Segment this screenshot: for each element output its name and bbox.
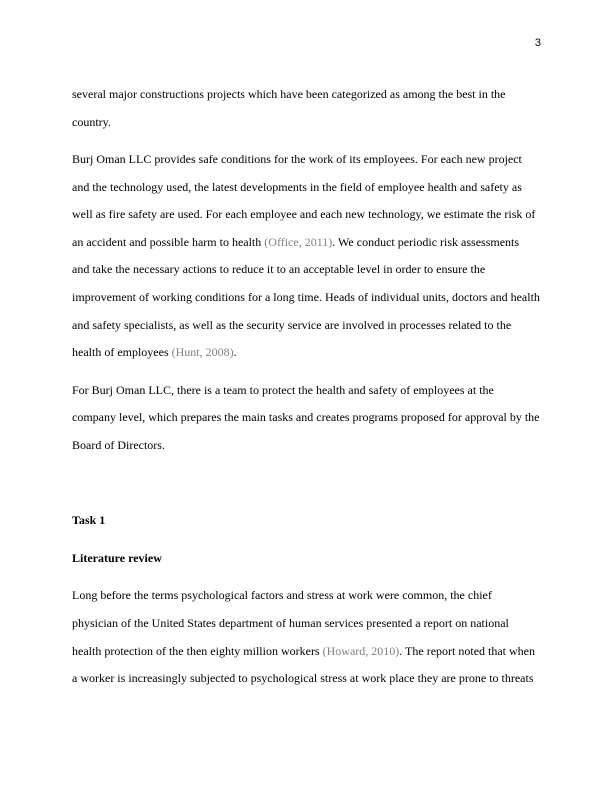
paragraph-line: physician of the United States department of human services presented a report on national	[72, 616, 509, 630]
paragraph-line: For Burj Oman LLC, there is a team to protect the health and safety of employees at the	[72, 383, 494, 397]
citation: (Howard, 2010)	[322, 644, 400, 658]
paragraph-line: Long before the terms psychological factors and stress at work were common, the chief	[72, 588, 492, 602]
paragraph-line	[72, 235, 519, 249]
line-text: .	[233, 345, 237, 359]
line-text: an accident and possible harm to health	[72, 235, 265, 249]
line-text: . The report noted that when	[399, 644, 536, 658]
page-number: 3	[534, 37, 541, 49]
paragraph-line: and safety specialists, as well as the security service are involved in processes related to the	[72, 318, 512, 332]
paragraph-line: improvement of working conditions for a long time. Heads of individual units, doctors and health	[72, 290, 540, 304]
section-heading: Task 1	[72, 513, 106, 527]
citation: (Office, 2011)	[264, 235, 333, 249]
line-text: . We conduct periodic risk assessments	[332, 235, 520, 249]
paragraph-line: a worker is increasingly subjected to psychological stress at work place they are prone to threats	[72, 671, 534, 685]
line-text: health protection of the then eighty million workers	[72, 644, 323, 658]
paragraph-line: and take the necessary actions to reduce it to an acceptable level in order to ensure the	[72, 262, 486, 276]
paragraph-line	[72, 644, 535, 658]
subsection-heading: Literature review	[72, 551, 162, 565]
paragraph-line	[72, 345, 237, 359]
paragraph-line: several major constructions projects which have been categorized as among the best in the	[72, 87, 506, 101]
paragraph-line: and the technology used, the latest developments in the field of employee health and safety as	[72, 180, 522, 194]
paragraph-line: country.	[72, 115, 111, 129]
paragraph-line: company level, which prepares the main tasks and creates programs proposed for approval by the	[72, 410, 540, 424]
paragraph-line: Burj Oman LLC provides safe conditions for the work of its employees. For each new project	[72, 152, 522, 166]
citation: (Hunt, 2008)	[171, 345, 234, 359]
line-text: health of employees	[72, 345, 172, 359]
paragraph-line: Board of Directors.	[72, 438, 165, 452]
paragraph-line: well as fire safety are used. For each employee and each new technology, we estimate the risk of	[72, 207, 536, 221]
